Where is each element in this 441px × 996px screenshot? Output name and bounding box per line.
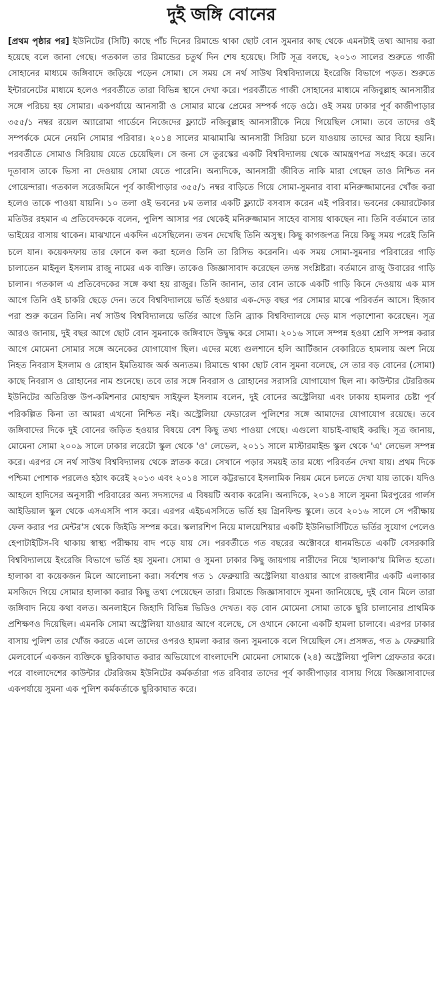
- article-body-text: ইউনিটের (সিটি) কাছে পাঁচ দিনের রিমান্ডে থাকা ছোট বোন সুমনার কাছ থেকে এমনটাই তথ্য আদায় করা হয়েছে বলে জানা গেছে। গতকাল তার রিমান্ডের চতুর্থ দিন শেষ হয়েছে। সিটি সূত্র বলছে, ২০১৩ সালের শুরুতে গাজী সোহানের মাধ্যমে জঙ্গিবাদে জড়িয়ে পড়েন সোমা। সে সময় সে নর্থ সাউথ বিশ্ববিদ্যালয়ে ইংরেজি বিভাগে পড়ত। শুরুতে ইন্টারনেটের মাধ্যমে হলেও পরবর্তীতে তারা বিভিন্ন স্থানে দেখা করে। পরবর্তীতে গাজী সোহানের মাধ্যমে নজিবুল্লাহ আনসারীর সঙ্গে পরিচয় হয় সোমার। একপর্যায়ে আনসারী ও সোমার মাঝে প্রেমের সম্পর্ক গড়ে ওঠে। ওই সময় ঢাকার পূর্ব কাজীপাড়ার ৩৫৫/১ নম্বর রয়েল অ্যারোমা গার্ডেনে নিজেদের ফ্ল্যাটে নজিবুল্লাহ আনসারীকে নিয়ে গিয়েছিল সোমা। তবে তাদের ওই সম্পর্ককে মেনে নেয়নি সোমার পরিবার। ২০১৪ সালের মাঝামাঝি আনসারী সিরিয়া চলে যাওয়ায় তাদের আর বিয়ে হয়নি। পরবর্তীতে সোমাও সিরিয়ায় যেতে চেয়েছিল। সে জন্য সে তুরস্কের একটি বিশ্ববিদ্যালয় থেকে আমন্ত্রণপত্র সংগ্রহ করে। তবে দূতাবাস তাকে ভিসা না দেওয়ায় সোমা যেতে পারেনি। অন্যদিকে, আনসারী জীবিত নাকি মারা গেছেন তাও নিশ্চিত নন গোয়েন্দারা। গতকাল সরেজমিনে পূর্ব কাজীপাড়ার ৩৫৫/১ নম্বর বাড়িতে গিয়ে সোমা-সুমনার বাবা মনিরুজ্জামানের খোঁজ করা হলেও তাকে পাওয়া যায়নি। ১০ তলা ওই ভবনের ৮ম তলার একটি ফ্ল্যাটে বসবাস করেন এই পরিবার। ভবনের কেয়ারটেকার মতিউর রহমান এ প্রতিবেদককে বলেন, পুলিশ আসার পর থেকেই মনিরুজ্জামান সাহেব বাসায় থাকছেন না। তিনি বর্তমানে তার ভাইয়ের বাসায় থাকেন। মাঝখানে একদিন এসেছিলেন। তখন দেখেছি তিনি অসুস্থ। কিছু কাগজপত্র নিয়ে কিছু সময় পরেই তিনি চলে যান। কয়েকদফায় তার ফোনে কল করা হলেও তিনি তা রিসিভ করেননি। এক সময় সোমা-সুমনার পরিবারের গাড়ি চালাতেন মাইনুল ইসলাম রাজু নামের এক ব্যক্তি। তাকেও জিজ্ঞাসাবাদ করেছেন তদন্ত সংশ্লিষ্টরা। বর্তমানে রাজু উবারের গাড়ি চালান। গতকাল এ প্রতিবেদকের সঙ্গে কথা হয় রাজুর। তিনি জানান, তার বোন তাকে একটি গাড়ি কিনে দেওয়ায় এক মাস আগে তিনি ওই চাকরি ছেড়ে দেন। তবে বিশ্ববিদ্যালয়ে ভর্তি হওয়ার এক-দেড় বছর পর সোমার মাঝে পরিবর্তন আসে। হিজাব পরা শুরু করেন তিনি। নর্থ সাউথ বিশ্ববিদ্যালয়ে ভর্তির আগে তিনি ব্র্যাক বিশ্ববিদ্যালয়ে দেড় মাস পড়াশোনা করেছেন। সূত্র আরও জানায়, দুই বছর আগে ছোট বোন সুমনাকে জঙ্গিবাদে উদ্বুদ্ধ করে সোমা। ২০১৬ সালে সম্পন্ন হওয়া শ্রেণি সম্পন্ন করার আগে মোমেনা সোমার সঙ্গে অনেকের যোগাযোগ ছিল। এদের মধ্যে গুলশানে হলি আর্টিজান বেকারিতে হামলায় অংশ নিয়ে নিহত নিবরাস ইসলাম ও রোহান ইমতিয়াজ অর্ক অন্যতম। রিমান্ডে থাকা ছোট বোন সুমনা বলেছে, সে তার বড় বোনের (সোমা) কাছে নিবরাস ও রোহানের নাম শুনেছে। তবে তার সঙ্গে নিবরাস ও রোহানের সরাসরি যোগাযোগ ছিল না। কাউন্টার টেররিজম ইউনিটের অতিরিক্ত উপ-কমিশনার মোহাম্মদ সাইফুল ইসলাম বলেন, দুই বোনের অস্ট্রেলিয়া এবং ঢাকায় হামলার চেষ্টা পূর্ব পরিকল্পিত কিনা তা আমরা এখনো নিশ্চিত নই। অস্ট্রেলিয়া ফেডারেল পুলিশের সঙ্গে আমাদের যোগাযোগ রয়েছে। তবে জঙ্গিবাদের দিকে দুই বোনের জড়িত হওয়ার বিষয়ে বেশ কিছু তথ্য পাওয়া গেছে। এগুলো যাচাই-বাছাই করছি। সূত্র জানায়, মোমেনা সোমা ২০০৯ সালে ঢাকার লরেটো স্কুল থেকে 'ও' লেভেল, ২০১১ সালে মাস্টারমাইন্ড স্কুল থেকে 'এ' লেভেল সম্পন্ন করে। এরপর সে নর্থ সাউথ বিশ্ববিদ্যালয় থেকে স্নাতক করে। সেখানে পড়ার সময়ই তার মধ্যে পরিবর্তন দেখা যায়। প্রথম দিকে পশ্চিমা পোশাক পরলেও হঠাৎ করেই ২০১৩ এবং ২০১৪ সালে কট্টরভাবে ইসলামিক নিয়ম মেনে চলতে দেখা যায় তাকে। যদিও আহলে হাদিসের অনুসারী পরিবারের অন্য সদস্যদের এ বিষয়টি অবাক করেনি। অন্যদিকে, ২০১৪ সালে সুমনা মিরপুরের গার্লস আইডিয়াল স্কুল থেকে এসএসসি পাস করে। এরপর এইচএসসিতে ভর্তি হয় গ্রিনফিল্ড স্কুলে। তবে ২০১৬ সালে সে পরীক্ষায় ফেল করার পর মেন্টর'স থেকে জিইডি সম্পন্ন করে। স্কলারশিপ নিয়ে মালয়েশিয়ার একটি ইউনিভার্সিটিতে ভর্তির সুযোগ পেলেও হেপাটাইটিস-বি থাকায় স্বাস্থ্য পরীক্ষায় বাদ পড়ে যায় সে। পরবর্তীতে গত বছরের অক্টোবরে ধানমন্ডিতে একটি বেসরকারি বিশ্ববিদ্যালয়ে ইংরেজি বিভাগে ভর্তি হয় সুমনা। সোমা ও সুমনা ঢাকার কিছু জায়গায় নারীদের নিয়ে 'হালাকা'য় মিলিত হতো। হালাকা বা কয়েকজন মিলে আলোচনা করা। সর্বশেষ গত ১ ফেব্রুয়ারি অস্ট্রেলিয়া যাওয়ার আগে রাজধানীর একটি এলাকার মসজিদে গিয়ে সোমার হালাকা করার কিছু তথ্য পেয়েছেন তারা। রিমান্ডে জিজ্ঞাসাবাদে সুমনা জানিয়েছে, দুই বোন মিলে তারা জঙ্গিবাদ নিয়ে কথা বলত। অনলাইনে জিহাদি বিভিন্ন ভিডিও দেখত। বড় বোন মোমেনা সোমা তাকে ছুরি চালানোর প্রাথমিক প্রশিক্ষণও দিয়েছিল। এমনকি সোমা অস্ট্রেলিয়া যাওয়ার আগে বলেছে, সে ওখানে কোনো একটি হামলা চালাবে। এরপর ঢাকার বাসায় পুলিশ তার খোঁজ করতে এলে তাদের ওপরও হামলা করার জন্য সুমনাকে বলে গিয়েছিল সে। প্রসঙ্গত, গত ৯ ফেব্রুয়ারি মেলবোর্নে একজন ব্যক্তিকে ছুরিকাঘাত করার অভিযোগে বাংলাদেশি মোমেনা সোমাকে (২৪) অস্ট্রেলিয়া পুলিশ গ্রেফতার করে। পরে বাংলাদেশের কাউন্টার টেররিজম ইউনিটের কর্মকর্তারা গত রবিবার তাদের পূর্ব কাজীপাড়ার বাসায় গিয়ে জিজ্ঞাসাবাদের একপর্যায়ে সুমনা এক পুলিশ কর্মকর্তাকে ছুরিকাঘাত করে।: [8, 37, 435, 696]
- article-headline: দুই জঙ্গি বোনের: [167, 5, 276, 25]
- article-body: [8, 34, 435, 698]
- continuation-label: [প্রথম পৃষ্ঠার পর]: [8, 37, 70, 47]
